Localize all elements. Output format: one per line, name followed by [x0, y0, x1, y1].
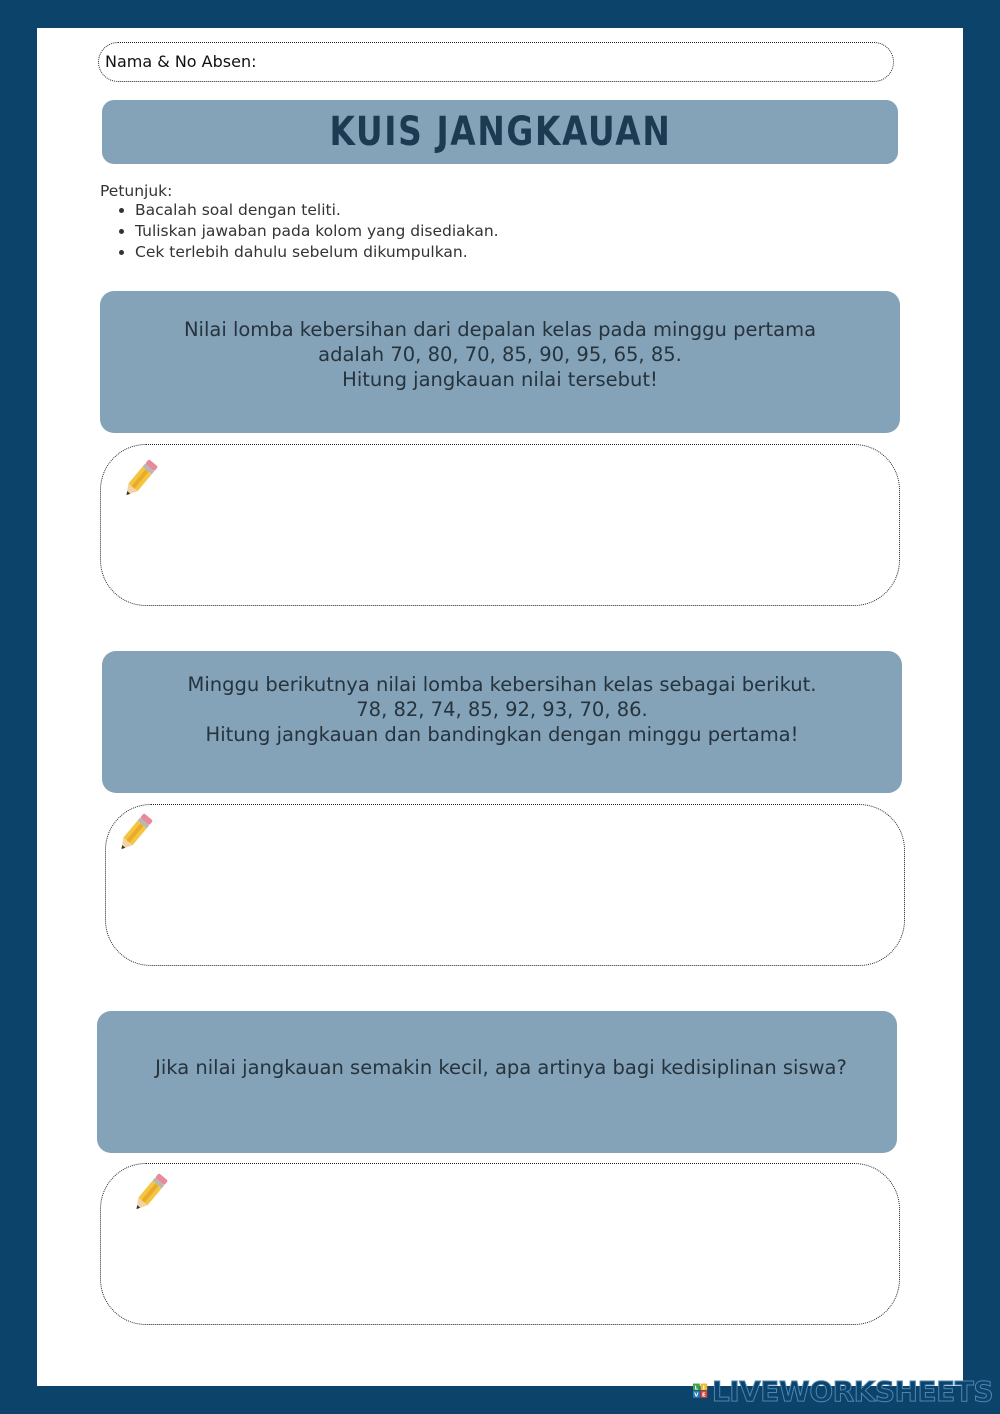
question-box-2 — [102, 651, 902, 793]
pencil-icon — [127, 1170, 173, 1216]
name-label: Nama & No Absen: — [105, 52, 257, 71]
question-3-line-1: Jika nilai jangkauan semakin kecil, apa artinya bagi kedisiplinan siswa? — [155, 1056, 847, 1079]
instructions — [100, 182, 499, 263]
logo-letter: V — [694, 1392, 699, 1399]
logo-letter: L — [694, 1385, 699, 1392]
logo-text: LIVEWORKSHEETS — [711, 1374, 993, 1408]
liveworksheets-logo-icon — [693, 1380, 708, 1402]
instruction-item: • Bacalah soal dengan teliti. — [135, 200, 499, 221]
logo-letter: E — [701, 1392, 706, 1399]
title-banner — [102, 100, 898, 164]
instruction-item: • Cek terlebih dahulu sebelum dikumpulkan. — [135, 242, 499, 263]
question-box-3 — [97, 1011, 897, 1153]
question-2-line-3: Hitung jangkauan dan bandingkan dengan minggu pertama! — [205, 723, 799, 746]
instruction-item: • Tuliskan jawaban pada kolom yang disediakan. — [135, 221, 499, 242]
answer-box-1[interactable] — [100, 444, 900, 606]
question-2-line-2: 78, 82, 74, 85, 92, 93, 70, 86. — [356, 698, 648, 721]
name-field[interactable] — [98, 42, 894, 82]
pencil-icon — [117, 456, 163, 502]
page-title: KUIS JANGKAUAN — [329, 109, 671, 155]
instructions-list — [100, 200, 499, 263]
question-box-1 — [100, 291, 900, 433]
question-1-line-1: Nilai lomba kebersihan dari depalan kelas pada minggu pertama — [183, 318, 817, 341]
pencil-icon — [112, 810, 158, 856]
instructions-label: Petunjuk: — [100, 182, 173, 200]
liveworksheets-logo — [693, 1376, 993, 1406]
answer-box-2[interactable] — [105, 804, 905, 966]
question-2-line-1: Minggu berikutnya nilai lomba kebersihan kelas sebagai berikut. — [187, 673, 817, 696]
logo-letter: I — [702, 1385, 705, 1392]
question-1-line-2: adalah 70, 80, 70, 85, 90, 95, 65, 85. — [318, 343, 682, 366]
answer-box-3[interactable] — [100, 1163, 900, 1325]
question-1-line-3: Hitung jangkauan nilai tersebut! — [342, 368, 658, 391]
